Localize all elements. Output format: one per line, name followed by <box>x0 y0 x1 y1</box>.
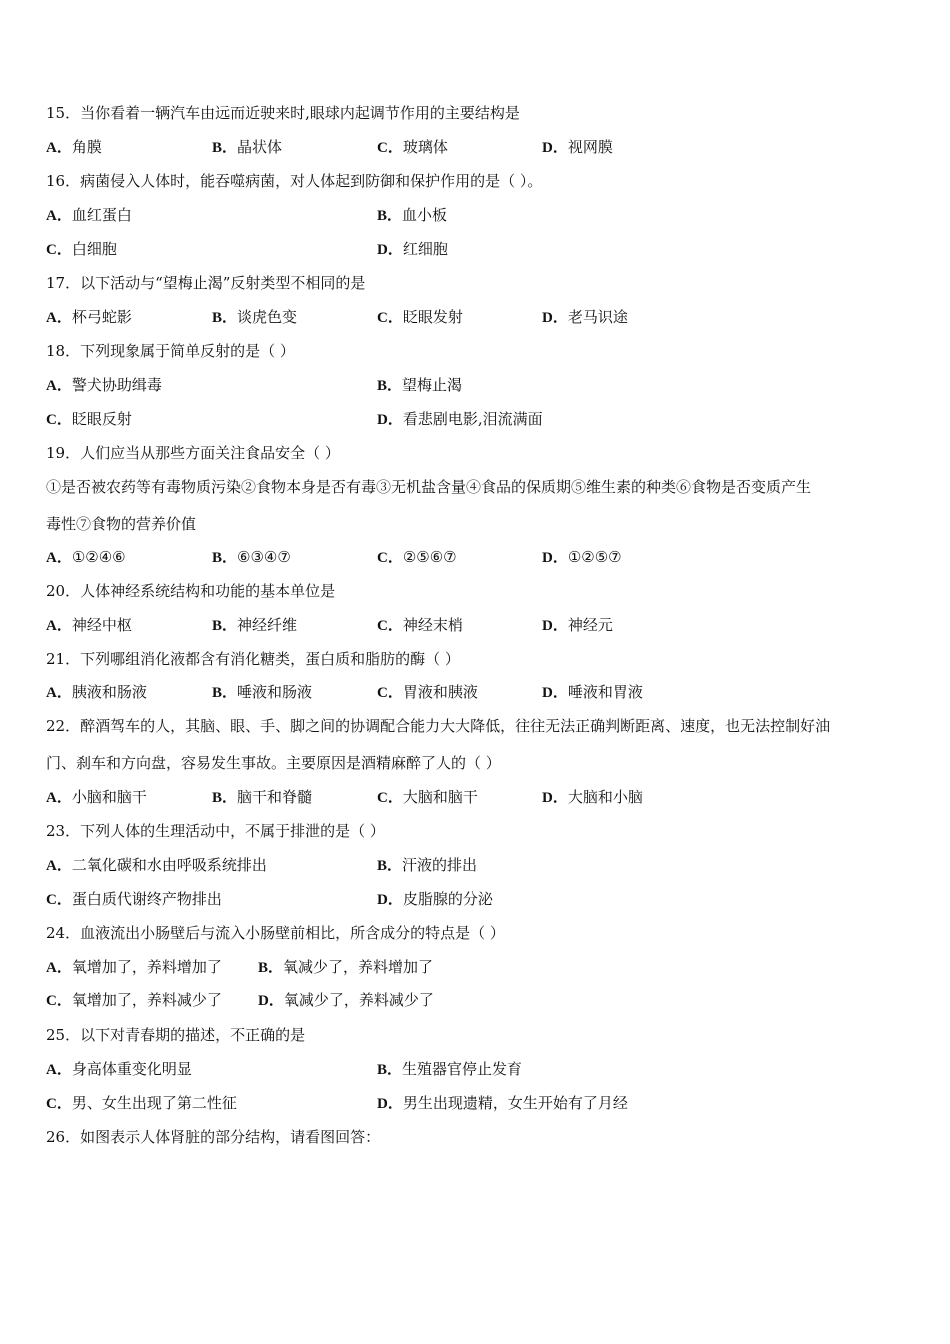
option: B．唾液和肠液 <box>212 683 313 701</box>
question-26: 26．如图表示人体肾脏的部分结构，请看图回答： <box>46 1128 381 1146</box>
option: D．男生出现遗精，女生开始有了月经 <box>377 1094 628 1112</box>
option: B．神经纤维 <box>212 616 298 634</box>
option: C．大脑和脑干 <box>377 788 478 806</box>
option: B．⑥③④⑦ <box>212 548 291 566</box>
option: B．血小板 <box>377 206 448 224</box>
question-24: 24．血液流出小肠壁后与流入小肠壁前相比，所含成分的特点是（ ） <box>46 924 505 942</box>
question-23: 23．下列人体的生理活动中，不属于排泄的是（ ） <box>46 822 385 840</box>
question-16: 16．病菌侵入人体时，能吞噬病菌，对人体起到防御和保护作用的是（ ）。 <box>46 172 543 190</box>
option: D．看悲剧电影,泪流满面 <box>377 410 543 428</box>
option: D．老马识途 <box>542 308 628 326</box>
question-17: 17．以下活动与“望梅止渴”反射类型不相同的是 <box>46 274 366 292</box>
option: B．脑干和脊髓 <box>212 788 313 806</box>
option: D．唾液和胃液 <box>542 683 643 701</box>
option: D．视网膜 <box>542 138 613 156</box>
option: D．①②⑤⑦ <box>542 548 622 566</box>
option: A．二氧化碳和水由呼吸系统排出 <box>46 856 267 874</box>
question-20: 20．人体神经系统结构和功能的基本单位是 <box>46 582 336 600</box>
option: C．男、女生出现了第二性征 <box>46 1094 237 1112</box>
option: B．汗液的排出 <box>377 856 478 874</box>
question-15: 15．当你看着一辆汽车由远而近驶来时,眼球内起调节作用的主要结构是 <box>46 104 520 122</box>
option: D．氧减少了，养料减少了 <box>258 991 434 1009</box>
question-18: 18．下列现象属于简单反射的是（ ） <box>46 342 295 360</box>
option: C．眨眼反射 <box>46 410 132 428</box>
question-22-cont: 门、刹车和方向盘，容易发生事故。主要原因是酒精麻醉了人的（ ） <box>46 754 501 772</box>
option: C．②⑤⑥⑦ <box>377 548 457 566</box>
option: C．氧增加了，养料减少了 <box>46 991 222 1009</box>
option: B．生殖器官停止发育 <box>377 1060 523 1078</box>
question-19-items-cont: 毒性⑦食物的营养价值 <box>46 515 197 533</box>
option: B．望梅止渴 <box>377 376 463 394</box>
question-22: 22．醉酒驾车的人，其脑、眼、手、脚之间的协调配合能力大大降低，往往无法正确判断距离、速度，也无法控制好油 <box>46 717 831 735</box>
option: A．氧增加了，养料增加了 <box>46 958 222 976</box>
question-19: 19．人们应当从那些方面关注食品安全（ ） <box>46 444 340 462</box>
question-25: 25．以下对青春期的描述，不正确的是 <box>46 1026 306 1044</box>
option: D．皮脂腺的分泌 <box>377 890 493 908</box>
option: C．胃液和胰液 <box>377 683 478 701</box>
option: A．血红蛋白 <box>46 206 132 224</box>
question-21: 21．下列哪组消化液都含有消化糖类，蛋白质和脂肪的酶（ ） <box>46 650 460 668</box>
option: A．小脑和脑干 <box>46 788 147 806</box>
option: C．眨眼发射 <box>377 308 463 326</box>
option: A．神经中枢 <box>46 616 132 634</box>
option: A．杯弓蛇影 <box>46 308 132 326</box>
option: C．神经末梢 <box>377 616 463 634</box>
option: A．胰液和肠液 <box>46 683 147 701</box>
option: A．角膜 <box>46 138 102 156</box>
option: B．谈虎色变 <box>212 308 298 326</box>
option: D．大脑和小脑 <box>542 788 643 806</box>
option: C．玻璃体 <box>377 138 448 156</box>
question-19-items: ①是否被农药等有毒物质污染②食物本身是否有毒③无机盐含量④食品的保质期⑤维生素的种类⑥食物是否变质产生 <box>46 478 812 496</box>
option: A．①②④⑥ <box>46 548 126 566</box>
option: A．身高体重变化明显 <box>46 1060 192 1078</box>
option: D．红细胞 <box>377 240 448 258</box>
option: A．警犬协助缉毒 <box>46 376 162 394</box>
option: C．白细胞 <box>46 240 117 258</box>
option: C．蛋白质代谢终产物排出 <box>46 890 222 908</box>
option: B．氧减少了，养料增加了 <box>258 958 434 976</box>
option: D．神经元 <box>542 616 613 634</box>
option: B．晶状体 <box>212 138 283 156</box>
